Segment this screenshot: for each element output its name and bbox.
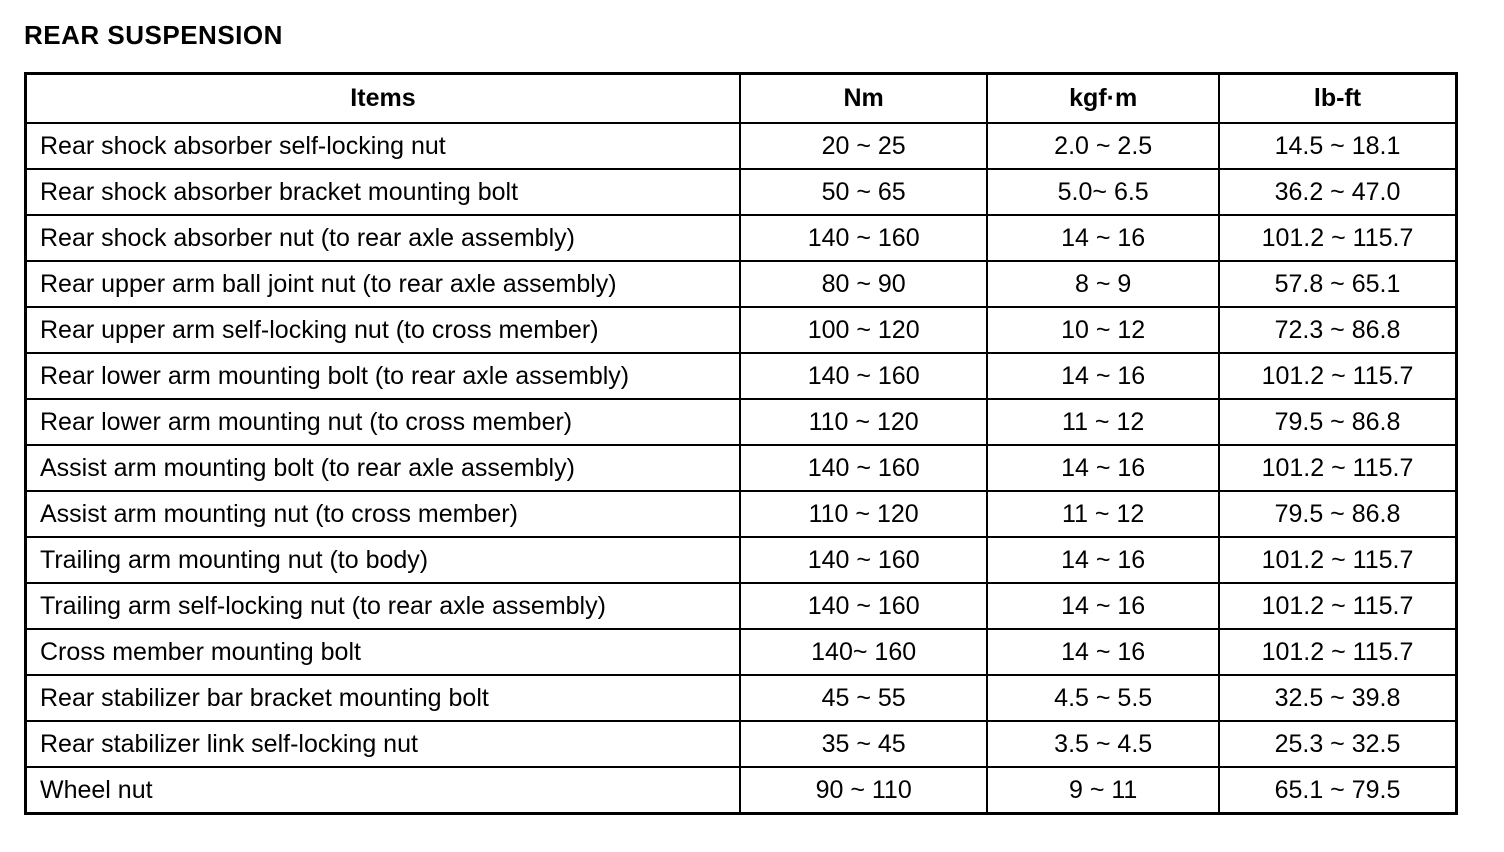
value-kgf-m: 10 ~ 12: [987, 307, 1219, 353]
value-nm: 80 ~ 90: [740, 261, 987, 307]
value-nm: 140 ~ 160: [740, 445, 987, 491]
item-name: Cross member mounting bolt: [26, 629, 740, 675]
table-row: [26, 169, 1457, 215]
value-lb-ft: 79.5 ~ 86.8: [1219, 399, 1457, 445]
table-row: [26, 353, 1457, 399]
value-nm: 45 ~ 55: [740, 675, 987, 721]
item-name: Rear shock absorber self-locking nut: [26, 123, 740, 169]
table-row: [26, 629, 1457, 675]
item-name: Rear upper arm ball joint nut (to rear axle assembly): [26, 261, 740, 307]
value-lb-ft: 72.3 ~ 86.8: [1219, 307, 1457, 353]
item-name: Rear stabilizer link self-locking nut: [26, 721, 740, 767]
table-row: [26, 445, 1457, 491]
value-lb-ft: 79.5 ~ 86.8: [1219, 491, 1457, 537]
value-lb-ft: 57.8 ~ 65.1: [1219, 261, 1457, 307]
value-nm: 140~ 160: [740, 629, 987, 675]
header-items: Items: [26, 74, 740, 124]
value-kgf-m: 2.0 ~ 2.5: [987, 123, 1219, 169]
value-nm: 35 ~ 45: [740, 721, 987, 767]
torque-spec-table: [24, 72, 1458, 815]
item-name: Rear stabilizer bar bracket mounting bolt: [26, 675, 740, 721]
value-nm: 140 ~ 160: [740, 583, 987, 629]
value-kgf-m: 5.0~ 6.5: [987, 169, 1219, 215]
value-kgf-m: 14 ~ 16: [987, 215, 1219, 261]
item-name: Assist arm mounting bolt (to rear axle assembly): [26, 445, 740, 491]
table-row: [26, 767, 1457, 814]
value-nm: 140 ~ 160: [740, 353, 987, 399]
value-nm: 140 ~ 160: [740, 537, 987, 583]
value-lb-ft: 101.2 ~ 115.7: [1219, 537, 1457, 583]
item-name: Rear shock absorber nut (to rear axle assembly): [26, 215, 740, 261]
table-row: [26, 675, 1457, 721]
value-kgf-m: 14 ~ 16: [987, 445, 1219, 491]
table-body: [26, 123, 1457, 814]
value-nm: 20 ~ 25: [740, 123, 987, 169]
value-kgf-m: 14 ~ 16: [987, 353, 1219, 399]
table-row: [26, 307, 1457, 353]
value-kgf-m: 11 ~ 12: [987, 491, 1219, 537]
value-kgf-m: 14 ~ 16: [987, 583, 1219, 629]
item-name: Rear lower arm mounting nut (to cross member): [26, 399, 740, 445]
table-header-row: [26, 74, 1457, 124]
value-nm: 50 ~ 65: [740, 169, 987, 215]
value-lb-ft: 101.2 ~ 115.7: [1219, 353, 1457, 399]
value-nm: 110 ~ 120: [740, 491, 987, 537]
item-name: Trailing arm self-locking nut (to rear axle assembly): [26, 583, 740, 629]
page-title: REAR SUSPENSION: [24, 20, 283, 50]
value-kgf-m: 11 ~ 12: [987, 399, 1219, 445]
table-row: [26, 537, 1457, 583]
value-kgf-m: 9 ~ 11: [987, 767, 1219, 814]
value-lb-ft: 36.2 ~ 47.0: [1219, 169, 1457, 215]
table-row: [26, 583, 1457, 629]
value-kgf-m: 14 ~ 16: [987, 537, 1219, 583]
value-nm: 110 ~ 120: [740, 399, 987, 445]
value-lb-ft: 101.2 ~ 115.7: [1219, 583, 1457, 629]
value-lb-ft: 101.2 ~ 115.7: [1219, 445, 1457, 491]
value-lb-ft: 25.3 ~ 32.5: [1219, 721, 1457, 767]
value-nm: 140 ~ 160: [740, 215, 987, 261]
header-kgf-m: kgf·m: [987, 74, 1219, 124]
table-row: [26, 491, 1457, 537]
header-lb-ft: lb-ft: [1219, 74, 1457, 124]
value-nm: 100 ~ 120: [740, 307, 987, 353]
table-row: [26, 123, 1457, 169]
value-kgf-m: 8 ~ 9: [987, 261, 1219, 307]
item-name: Trailing arm mounting nut (to body): [26, 537, 740, 583]
table-row: [26, 721, 1457, 767]
value-lb-ft: 14.5 ~ 18.1: [1219, 123, 1457, 169]
item-name: Rear upper arm self-locking nut (to cross member): [26, 307, 740, 353]
table-row: [26, 399, 1457, 445]
value-kgf-m: 3.5 ~ 4.5: [987, 721, 1219, 767]
header-nm: Nm: [740, 74, 987, 124]
value-lb-ft: 32.5 ~ 39.8: [1219, 675, 1457, 721]
value-kgf-m: 4.5 ~ 5.5: [987, 675, 1219, 721]
item-name: Assist arm mounting nut (to cross member): [26, 491, 740, 537]
value-lb-ft: 101.2 ~ 115.7: [1219, 215, 1457, 261]
value-kgf-m: 14 ~ 16: [987, 629, 1219, 675]
item-name: Wheel nut: [26, 767, 740, 814]
item-name: Rear shock absorber bracket mounting bolt: [26, 169, 740, 215]
item-name: Rear lower arm mounting bolt (to rear axle assembly): [26, 353, 740, 399]
value-lb-ft: 65.1 ~ 79.5: [1219, 767, 1457, 814]
value-nm: 90 ~ 110: [740, 767, 987, 814]
table-row: [26, 261, 1457, 307]
table-row: [26, 215, 1457, 261]
value-lb-ft: 101.2 ~ 115.7: [1219, 629, 1457, 675]
